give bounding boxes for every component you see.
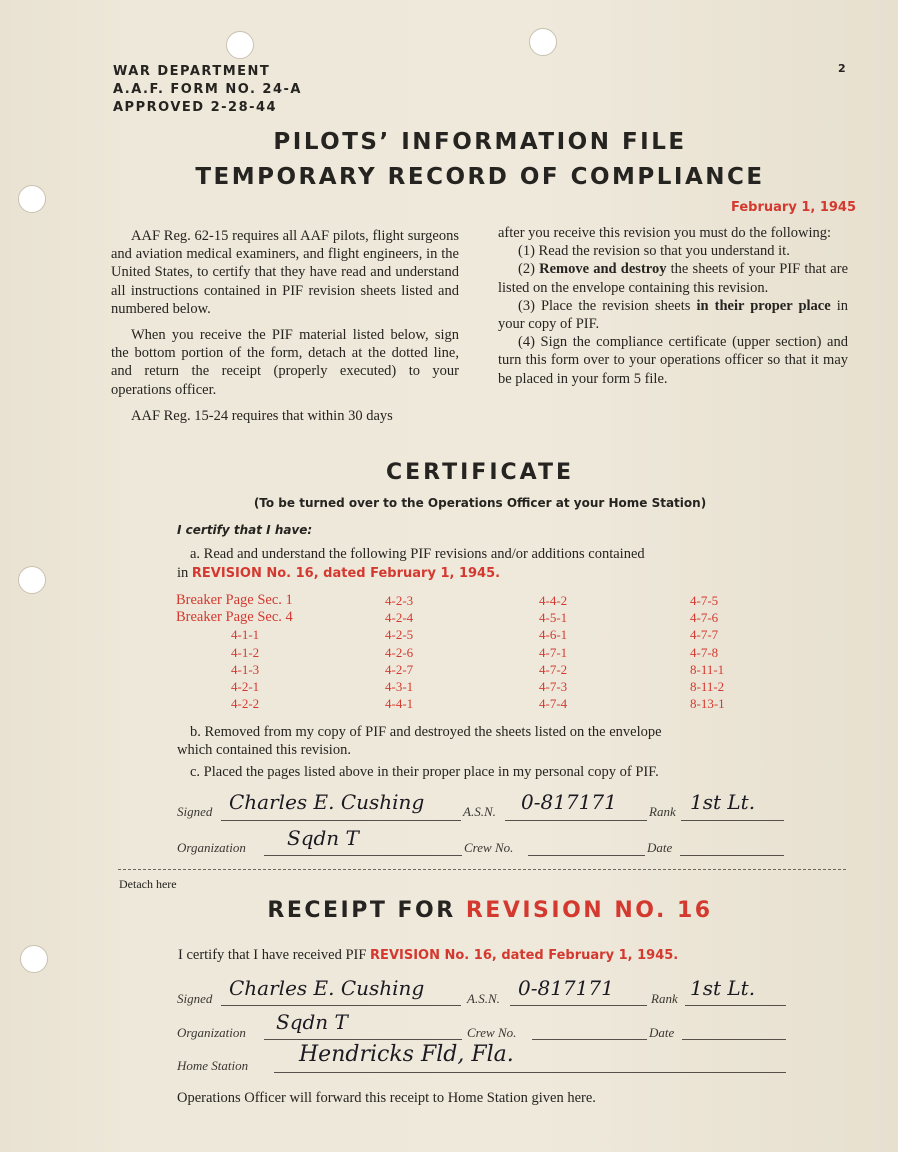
page-number: 2 [838,62,846,75]
home-station-line [274,1072,786,1073]
organization-line [264,855,462,856]
receipt-date-line[interactable] [682,1039,786,1040]
revision-entry: 4-2-2 [231,696,260,712]
receipt-title-prefix: RECEIPT FOR [267,898,456,923]
revision-entry: 4-2-6 [385,644,414,660]
item-b-text: b. Removed from my copy of PIF and destroyed the sheets listed on the envelope [190,724,662,740]
header-form-number: A.A.F. FORM NO. 24-A [113,82,302,97]
intro-paragraph-1: AAF Reg. 62-15 requires all AAF pilots, flight surgeons and aviation medical examiners, and flight engineers, in the United States, to certify that they have read and understand all instructions contained in PIF revision sheets listed and numbered below. [111,228,459,317]
revision-column-1 [176,592,356,712]
revision-entry: 4-2-5 [385,627,414,643]
receipt-signature[interactable]: Charles E. Cushing [229,976,425,1000]
instruction-1: (1) Read the revision so that you understand it. [518,243,790,260]
revision-entry: 4-2-3 [385,593,414,608]
receipt-certify: I certify that I have received PIF REVISION No. 16, dated February 1, 1945. [178,947,679,963]
receipt-crew-label: Crew No. [467,1025,517,1040]
home-station-value[interactable]: Hendricks Fld, Fla. [299,1042,514,1067]
revision-entry: 4-5-1 [539,610,568,626]
revision-entry: 4-1-2 [231,644,260,660]
instruction-3: (3) Place the revision sheets in their proper place in your copy of PIF. [498,297,849,333]
revision-entry: 8-11-2 [690,678,725,694]
detach-dotted-line [118,869,846,870]
receipt-revision: REVISION No. 16, dated February 1, 1945. [370,948,679,963]
punch-hole [226,31,254,59]
title-line-1: PILOTS’ INFORMATION FILE [273,129,687,155]
receipt-crew-line[interactable] [532,1039,647,1040]
instructions-lead: after you receive this revision you must do the following: [498,225,832,241]
forward-note: Operations Officer will forward this receipt to Home Station given here. [177,1090,596,1106]
certificate-title: CERTIFICATE [385,460,575,485]
header-approved: APPROVED 2-28-44 [113,100,278,115]
item-a-continued: in REVISION No. 16, dated February 1, 1945. [177,565,501,581]
receipt-rank-label: Rank [651,991,678,1006]
revision-date: February 1, 1945 [731,200,857,215]
instruction-2: (2) Remove and destroy the sheets of your PIF that are listed on the envelope containing this revision. [498,261,849,296]
revision-entry: 8-11-1 [690,661,725,677]
revision-column-4 [690,592,725,712]
receipt-title-revision: REVISION NO. 16 [465,898,713,923]
receipt-date-label: Date [649,1025,675,1040]
item-b-continued: which contained this revision. [177,742,351,758]
revision-entry: Breaker Page Sec. 4 [176,609,293,626]
crew-line[interactable] [528,855,645,856]
organization-value[interactable]: Sqdn T [287,826,359,850]
revision-entry: 4-4-1 [385,696,414,712]
date-line[interactable] [680,855,784,856]
revision-entry: 4-3-1 [385,678,414,694]
item-a-revision: REVISION No. 16, dated February 1, 1945. [191,566,501,581]
revision-entry: 4-1-1 [231,627,260,643]
detach-label: Detach here [119,877,177,891]
home-station-label: Home Station [177,1058,249,1073]
punch-hole [20,945,48,973]
receipt-asn-line [510,1005,647,1006]
date-label: Date [647,840,673,855]
title-line-2: TEMPORARY RECORD OF COMPLIANCE [195,164,765,190]
item-c-text: c. Placed the pages listed above in their proper place in my personal copy of PIF. [190,764,659,780]
revision-entry: 4-7-5 [690,593,719,608]
revision-entry: 4-7-4 [539,696,568,712]
revision-entry: 4-2-7 [385,661,414,677]
revision-entry: 8-13-1 [690,696,725,712]
asn-label: A.S.N. [463,804,496,819]
form-header [113,63,302,117]
revision-entry: 4-7-7 [690,627,719,643]
certificate-subtitle: (To be turned over to the Operations Officer at your Home Station) [253,496,707,510]
item-a-text: a. Read and understand the following PIF revisions and/or additions contained [190,546,645,562]
receipt-organization-value[interactable]: Sqdn T [276,1010,348,1034]
revision-entry: 4-7-1 [539,644,568,660]
revision-column-3 [539,592,567,712]
receipt-asn-value[interactable]: 0-817171 [518,976,614,1000]
rank-line [681,820,784,821]
intro-left-column [111,227,459,433]
instruction-4: (4) Sign the compliance certificate (upper section) and turn this form over to your operations officer so that it may be placed in your form 5 file. [498,334,848,387]
receipt-organization-line [264,1039,462,1040]
signed-label: Signed [177,804,213,819]
intro-right-column [498,224,848,388]
revision-entry: 4-6-1 [539,627,568,643]
organization-label: Organization [177,840,246,855]
receipt-signed-label: Signed [177,991,213,1006]
header-department: WAR DEPARTMENT [113,64,271,79]
revision-entry: 4-2-4 [385,610,414,626]
revision-column-2 [385,592,413,712]
signature-line [221,820,461,821]
revision-entry: 4-1-3 [231,661,260,677]
signature[interactable]: Charles E. Cushing [229,790,425,814]
revision-entry: 4-7-6 [690,610,719,626]
crew-label: Crew No. [464,840,514,855]
revision-entry: 4-7-3 [539,678,568,694]
revision-entry: 4-7-8 [690,644,719,660]
receipt-organization-label: Organization [177,1025,246,1040]
revision-entry: 4-7-2 [539,661,568,677]
revision-entry: 4-4-2 [539,593,568,608]
revision-entry: Breaker Page Sec. 1 [176,592,293,608]
asn-value[interactable]: 0-817171 [521,790,617,814]
certify-heading: I certify that I have: [177,523,313,537]
punch-hole [529,28,557,56]
revision-entry: 4-2-1 [231,678,260,694]
receipt-rank-value[interactable]: 1st Lt. [690,976,756,1000]
receipt-rank-line [685,1005,786,1006]
receipt-asn-label: A.S.N. [467,991,500,1006]
receipt-title [0,898,898,923]
asn-line [505,820,647,821]
rank-value[interactable]: 1st Lt. [690,790,756,814]
rank-label: Rank [649,804,676,819]
intro-paragraph-3: AAF Reg. 15-24 requires that within 30 days [131,407,393,424]
punch-hole [18,566,46,594]
intro-paragraph-2: When you receive the PIF material listed below, sign the bottom portion of the form, detach at the dotted line, and return the receipt (properly executed) to your operations officer. [111,327,459,398]
receipt-signature-line [221,1005,461,1006]
